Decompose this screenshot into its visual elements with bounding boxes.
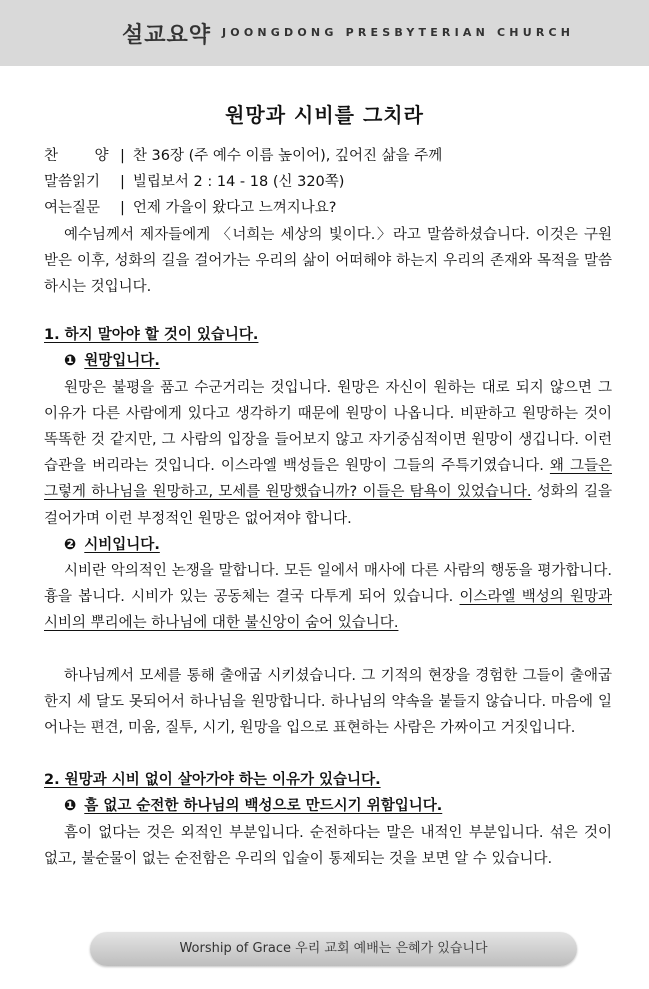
- section1-sub1-paragraph: [44, 375, 612, 532]
- section1-closing-paragraph: 하나님께서 모세를 통해 출애굽 시키셨습니다. 그 기적의 현장을 경험한 그들이 출애굽 한지 세 달도 못되어서 하나님을 원망합니다. 하나님의 약속을 붙들지 않습니다. 마음에 일어나는 편견, 미움, 질투, 시기, 원망을 입으로 표현하는 사람은 가짜이고 거짓입니다.: [44, 667, 612, 737]
- section1-sub1-heading: [44, 348, 612, 374]
- paragraph-underlined-text: 이스라엘 백성의 원망과 시비의 뿌리에는 하나님에 대한 불신앙이 숨어 있습니다.: [44, 589, 612, 632]
- church-name: JOONGDONG PRESBYTERIAN CHURCH: [222, 26, 575, 39]
- number-1-icon: ❶: [64, 353, 77, 370]
- section2-sub1-paragraph: 흠이 없다는 것은 외적인 부분입니다. 순전하다는 말은 내적인 부분입니다. 섞은 것이 없고, 불순물이 없는 순전함은 우리의 입술이 통제되는 것을 보면 알 수 있습니다.: [44, 824, 612, 867]
- info-label: 말씀읽기: [44, 174, 101, 191]
- header-banner: [0, 0, 649, 66]
- paragraph-text: 시비란 악의적인 논쟁을 말합니다. 모든 일에서 매사에 다른 사람의 행동을 평가합니다. 흉을 봅니다. 시비가 있는 공동체는 결국 다투게 되어 있습니다.: [44, 563, 612, 606]
- section1-sub2-heading: [44, 532, 612, 558]
- section2-sub1-heading: [44, 793, 612, 819]
- info-value: 찬 36장 (주 예수 이름 높이어), 깊어진 삶을 주께: [132, 148, 443, 164]
- paragraph-text: 성화의 길을 걸어가며 이런 부정적인 원망은 없어져야 합니다.: [44, 484, 612, 527]
- number-2-icon: ❷: [64, 536, 77, 553]
- section1-sub2-paragraph: [44, 558, 612, 637]
- info-row-hymn: [44, 143, 612, 169]
- sermon-title: 원망과 시비를 그치라: [225, 103, 424, 127]
- sub1-heading-text: 흠 없고 순전한 하나님의 백성으로 만드시기 위함입니다.: [84, 798, 443, 815]
- sub1-heading-text: 원망입니다.: [84, 353, 160, 370]
- paragraph-text: 원망은 불평을 품고 수군거리는 것입니다. 원망은 자신이 원하는 대로 되지 않으면 그 이유가 다른 사람에게 있다고 생각하기 때문에 원망이 나옵니다. 비판하고 원망하는 것이 똑똑한 것 같지만, 그 사람의 입장을 들어보지 않고 자기중심적이면 원망이 생깁니다. 이런 습관을 버리라는 것입니다. 이스라엘 백성들은 원망이 그들의 주특기였습니다.: [44, 379, 612, 475]
- info-separator: |: [120, 148, 125, 164]
- number-1-icon: ❶: [64, 798, 77, 815]
- footer-banner: Worship of Grace 우리 교회 예배는 은혜가 있습니다: [90, 932, 577, 966]
- info-value: 빌립보서 2 : 14 - 18 (신 320쪽): [132, 174, 345, 191]
- section2-heading: 2. 원망과 시비 없이 살아가야 하는 이유가 있습니다.: [44, 772, 381, 789]
- info-label: 찬 양: [44, 148, 120, 164]
- info-separator: |: [120, 174, 125, 191]
- brand-title: 설교요약: [122, 23, 212, 48]
- sub2-heading-text: 시비입니다.: [84, 536, 160, 553]
- sermon-body: [44, 143, 612, 872]
- info-separator: |: [120, 200, 125, 217]
- paragraph-underlined-text: 왜 그들은 그렇게 하나님을 원망하고, 모세를 원망했습니까? 이들은 탐욕이 있었습니다.: [44, 458, 612, 501]
- section1-heading: 1. 하지 말아야 할 것이 있습니다.: [44, 327, 259, 344]
- info-row-scripture: [44, 169, 612, 195]
- info-label: 여는질문: [44, 200, 101, 217]
- info-row-question: [44, 195, 612, 221]
- info-value: 언제 가을이 왔다고 느껴지나요?: [132, 200, 337, 217]
- intro-paragraph: 예수님께서 제자들에게 〈너희는 세상의 빛이다.〉라고 말씀하셨습니다. 이것은 구원 받은 이후, 성화의 길을 걸어가는 우리의 삶이 어떠해야 하는지 우리의 존재와 목적을 말씀하시는 것입니다.: [44, 226, 612, 296]
